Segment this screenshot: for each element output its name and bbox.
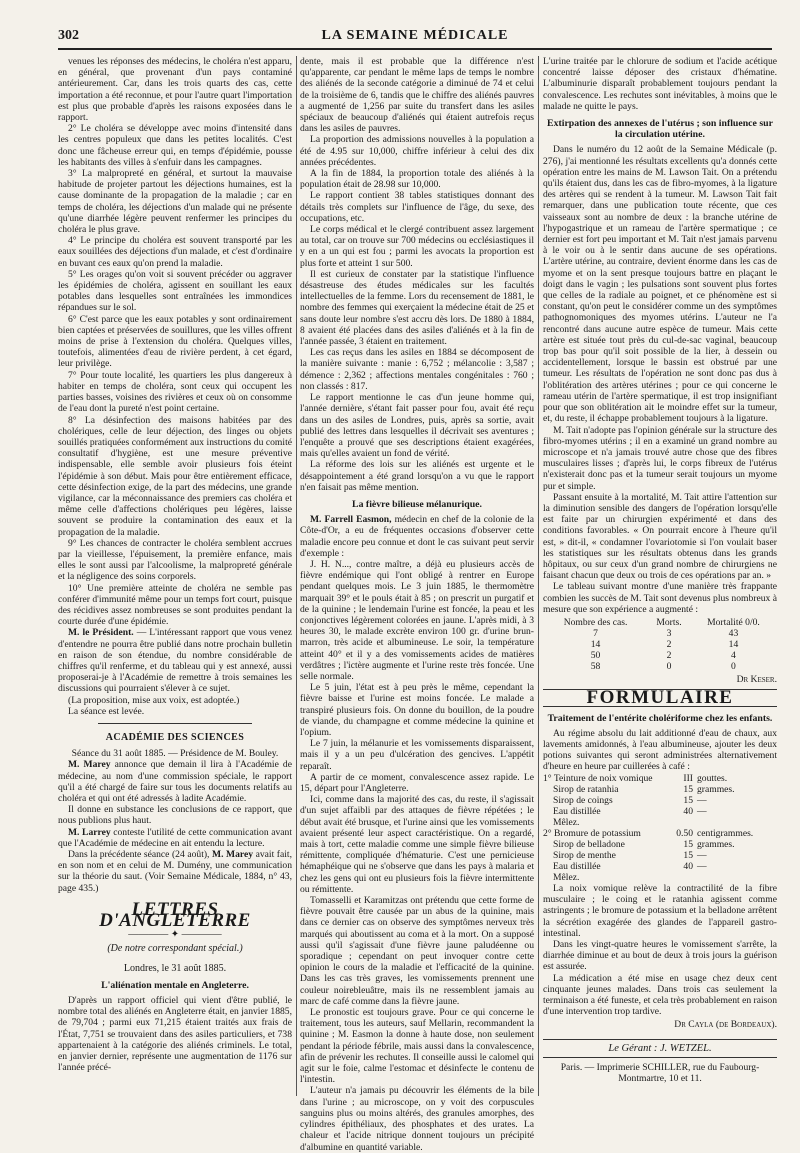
dateline: Londres, le 31 août 1885. [123,962,227,974]
paragraph: Dans le numéro du 12 août de la Semaine Médicale (p. 276), j'ai mentionné les résultats excellents qu'a donnés cette opération entre les mains de M. Lawson Tait. On a prétendu qu'ils étaient dus, dans les cas de fibro-myomes, à la ligature des artères qui se rendent à la tumeur. M. Lawson Tait fait remarquer, dans une publication toute récente, que ces vaisseaux sont au nombre de deux : la branche utérine de l'hypogastrique et un rameau de l'artère spermatique ; ce dernier est fort peu important et M. Tait n'est jamais parvenu à le voir ou à le sentir dans aucune de ses opérations. L'artère utérine, au contraire, devient énorme dans les cas de myome et on la sent presque toujours battre en plaçant le doigt dans le vagin ; les pulsations sont souvent plus fortes que celles de la radiale au poignet, et ce phénomène est si constant, qu'on peut le considérer comme un des symptômes pathognomoniques des myomes utérins. L'auteur ne l'a rencontré dans aucune autre espèce de tumeur. Mais cette artère est située tout près du cul-de-sac vaginal, beaucoup trop bas pour qu'il soit possible de la lier, à dessein ou accidentellement, lorsque le bassin est obstrué par une tumeur. Les résultats de l'opération ne sont donc pas dus à l'oblitération des artères utérines ; pour ce qui concerne le rameau utérin de l'artère spermatique, il est trop insignifiant pour que son oblitération ait le moindre effet sur la tumeur, et, du reste, il échappe probablement toujours à la ligature. [543,144,777,425]
column-divider [296,56,297,1096]
quantity: 15 [683,783,693,795]
recipe-table-2 [543,828,777,872]
larrey-paragraph [58,827,292,849]
case-paragraph: Tomasselli et Karamitzas ont prétendu que cette forme de fièvre pouvait être causée par un abus de la quinine, mais dans ce dernier cas on observe des symptômes nerveux très marqués qui aboutissent au coma et à la mort. On a supposé aussi qu'il s'agissait d'une fièvre jaune paludéenne ou sporadique ; cependant on peut invoquer contre cette opinion le cours de la maladie et l'efficacité de la quinine. Dans les cas très graves, les vomissements prennent une couleur noirebleuâtre, mais ils ne ressemblent jamais au marc de café comme dans la fièvre jaune. [300,895,534,1007]
table-cell: 0 [666,661,672,673]
unit: centigrammes. [697,827,754,839]
paragraph: venues les réponses des médecins, le choléra n'est apparu, en général, que provenant d'un pays contaminé antérieurement. Car, dans les trois quarts des cas, cette importation a été reconnue, et pour l'autre quart l'importation est plus que probable d'après les raisons exposées dans le rapport. [58,56,292,124]
table-row [543,661,777,672]
column-divider [538,56,539,1096]
easmon-name: M. Farrell Easmon, [310,514,392,526]
paragraph: La réforme des lois sur les aliénés est urgente et le désappointement a été grand lorsqu'on a vu que le rapport n'en faisait pas même mention. [300,459,534,493]
table-cell: 0 [731,661,736,673]
paragraph: Le rapport mentionne le cas d'un jeune homme qui, l'année dernière, s'étant fait passer pour fou, avait été reçu dans un des asiles de Londres, puis, après sa sortie, avait publié des lettres dans lesquelles il décrivait ses aventures ; l'enquête a prouvé que ses descriptions étaient exagérées, mais qu'elles avaient un fond de vérité. [300,392,534,460]
table-header: Mortalité 0/0. [707,616,760,628]
table-cell: 43 [728,628,739,640]
gerant-line: Le Gérant : J. WETZEL. [543,1039,777,1058]
paragraph: Le corps médical et le clergé contribuent assez largement au total, car on trouve sur 700 médecins ou ecclésiastiques il y en a un qui est fou ; parmi les avocats la proportion est plus forte et atteint 1 sur 500. [300,224,534,269]
recipe-row [543,839,777,850]
imprimerie-line: Paris. — Imprimerie SCHILLER, rue du Faubourg-Montmartre, 10 et 11. [560,1061,760,1085]
signature: Dr Cayla (de Bordeaux). [674,1019,777,1031]
paragraph: 6° C'est parce que les eaux potables y sont ordinairement bien captées et préservées de souillures, que les villes offrent moins de prise à l'extension du choléra. Quelques villes, toutefois, alimentées d'eau de rivière perdent, à cet égard, leur privilège. [58,313,292,370]
quantity: 15 [683,849,693,861]
quantity: 15 [683,838,693,850]
unit: — [697,849,707,861]
table-cell: 14 [590,639,601,651]
paragraph: La proportion des admissions nouvelles à la population a été de 4.95 sur 10,000, chiffre inférieur à celui des dix années précédentes. [300,134,534,168]
unit: grammes. [697,838,735,850]
table-cell: 50 [590,650,601,662]
melez: Mêlez. [553,871,580,883]
paragraph: dente, mais il est probable que la différence n'est qu'apparente, car pendant le même laps de temps le nombre des aliénés de la seconde catégorie a diminué de 74 et celui de la troisième de 6, tandis que le chiffre des aliénés pauvres a augmenté de 1,256 par suite du transfert dans les asiles spéciaux de beaucoup d'aliénés qui étaient autrefois reçus dans les asiles de pauvres. [300,56,534,135]
table-cell: 58 [590,661,601,673]
marey-name: M. Marey [68,759,111,771]
paragraph: M. Tait n'adopte pas l'opinion générale sur la structure des fibro-myomes utérins ; il en a examiné un grand nombre au microscope et n'a jamais trouvé autre chose que des fibres musculaires lisses ; d'après lui, le corps fibreux de l'utérus n'existerait donc pas et la tumeur serait toujours un myome pur et simple. [543,424,777,492]
page-number: 302 [58,28,79,43]
ingredient: Eau distillée [553,860,601,872]
session-end: La séance est levée. [68,705,145,717]
lettres-title: LETTRES D'ANGLETERRE [99,898,251,932]
marey2-paragraph [58,849,292,894]
table-cell: 2 [666,639,672,651]
traitement-title: Traitement de l'entérite cholériforme chez les enfants. [547,712,773,724]
paragraph: Il est curieux de constater par la statistique l'influence désastreuse des études médicales sur les facultés intellectuelles de la femme. Lors du recensement de 1881, le nombre des femmes qui exerçaient la médecine était de 25 et sans doute leur nombre s'est accru dès lors. De 1880 à 1884, 8 avaient été placées dans des asiles d'aliénés et à la fin de l'année passée, 3 étaient en traitement. [300,268,534,348]
unit: — [697,860,707,872]
table-row [543,639,777,650]
column-2 [300,56,534,1153]
ingredient: Sirop de coings [553,794,613,806]
recipe-row [543,806,777,817]
table-cell: 3 [666,628,672,640]
paragraph: La noix vomique relève la contractilité de la fibre musculaire ; le coing et le ratanhia agissent comme astringents ; le bromure de potassium et la belladone arrêtent la sécrétion exagérée des glandes de l'appareil gastro-intestinal. [543,882,777,939]
quantity: 40 [683,860,693,872]
paragraph: 10° Une première atteinte de choléra ne semble pas conférer d'immunité même pour un temps fort court, puisque des récidives assez nombreuses se sont produites pendant la courte durée d'une épidémie. [58,582,292,628]
marey-extra: Il donne en substance les conclusions de ce rapport, que nous publions plus haut. [58,804,292,827]
lettres-subtitle: (De notre correspondant spécial.) [107,943,243,955]
marey-text: annonce que demain il lira à l'Académie de médecine, au nom d'une commission spéciale, le rapport qu'il a été chargé de faire sur tous les documents relatifs au choléra et qui ont été adressés à ladite Académie. [58,759,292,804]
table-header: Nombre des cas. [563,616,628,628]
ingredient: Sirop de menthe [553,849,616,861]
table-row [543,650,777,661]
journal-title: LA SEMAINE MÉDICALE [321,28,509,43]
paragraph: 3° La malpropreté en général, et surtout la mauvaise habitude de projeter partout les déjections humaines, est la cause dominante de la propagation de la maladie ; car en temps de choléra, les déjections d'un malade qui ne présente qu'une diarrhée légère peuvent renfermer les principes du choléra le plus grave. [58,168,292,236]
traitement-intro: Au régime absolu du lait additionné d'eau de chaux, aux lavements amidonnés, à l'eau albumineuse, ajouter les deux potions suivantes qui seront administrées alternativement d'heure en heure par cuillerées à café : [543,727,777,773]
column-3 [543,56,777,1096]
paragraph: Les cas reçus dans les asiles en 1884 se décomposent de la manière suivante : manie : 6,752 ; mélancolie : 3,587 ; démence : 2,362 ; affections mentales congénitales : 760 ; non classés : 817. [300,347,534,392]
president-remark [58,627,292,694]
paragraph: Le rapport contient 38 tables statistiques donnant des détails très complets sur l'influence de l'âge, du sexe, des occupations, etc. [300,190,534,224]
quantity: 15 [683,794,693,806]
easmon-paragraph [300,514,534,559]
fievre-title: La fièvre bilieuse mélanurique. [352,498,482,510]
paragraph: La médication a été mise en usage chez deux cent cinquante jeunes malades. Dans trois cas seulement la terminaison a été funeste, et cela très probablement en raison d'une intervention trop tardive. [543,972,777,1018]
paragraph: 2° Le choléra se développe avec moins d'intensité dans les centres populeux que dans les petites localités. C'est donc une fâcheuse erreur qui, en temps d'épidémie, pousse les habitants des villes à s'enfuir dans les campagnes. [58,123,292,168]
unit: — [697,794,707,806]
quantity: 0.50 [676,827,693,839]
paragraph: Dans les vingt-quatre heures le vomissement s'arrête, la diarrhée diminue et au bout de deux à trois jours la guérison est assurée. [543,939,777,973]
alienation-title: L'aliénation mentale en Angleterre. [101,979,249,991]
paragraph: 5° Les orages qu'on voit si souvent précéder ou aggraver les épidémies de choléra, agissent en souillant les eaux potables dans lesquelles sont entraînées les immondices répandues sur le sol. [58,268,292,314]
column-1 [58,56,292,1096]
paragraph: A la fin de 1884, la proportion totale des aliénés à la population était de 28.98 sur 10,000. [300,168,534,191]
marey2-name: M. Marey [212,849,254,861]
paragraph: L'urine traitée par le chlorure de sodium et l'acide acétique concentré laisse déposer des cristaux d'hématine. L'albuminurie disparaît probablement toujours pendant la convalescence. Les rechutes sont inévitables, à moins que le malade ne quitte le pays. [543,56,777,112]
case-paragraph: A partir de ce moment, convalescence assez rapide. Le 15, départ pour l'Angleterre. [300,771,534,794]
case-paragraph: Le 5 juin, l'état est à peu près le même, cependant la fièvre baisse et l'urine est moins foncée. Le malade a transpiré plusieurs fois. On donne du bouillon, de la poudre de viande, du champagne et comme médecine la quinine et l'opium. [300,682,534,738]
page-header [58,28,772,50]
quantity: III [683,772,693,784]
ingredient: 1° Teinture de noix vomique [543,772,653,784]
recipe-row [543,784,777,795]
recipe-row [543,795,777,806]
paragraph: 7° Pour toute localité, les quartiers les plus dangereux à habiter en temps de choléra, sont ceux qui occupent les parties basses, voisines des rivières et ceux où on consomme de l'eau dont la pureté n'est point certaine. [58,369,292,415]
ornament-rule: ———— ✦ ———— [128,929,222,941]
extirpation-title: Extirpation des annexes de l'utérus ; son influence sur la circulation utérine. [547,118,773,141]
proposition-line: (La proposition, mise aux voix, est adoptée.) [68,694,240,706]
table-row [543,628,777,639]
paragraph: 9° Les chances de contracter le choléra semblent accrues par la vieillesse, l'épuisement, la première enfance, mais elles le sont aussi par l'alcoolisme, la malpropreté générale et la négligence des soins corporels. [58,537,292,583]
melez: Mêlez. [553,816,580,828]
unit: gouttes. [697,772,728,784]
case-paragraph: L'auteur n'a jamais pu découvrir les éléments de la bile dans l'urine ; au microscope, on y voit des corpuscules sanguins plus ou moins altérés, des granules amorphes, des cylindres épithéliaux, des phosphates et des urates. La chaleur et l'acide nitrique donnent toujours un précipité d'albumine en quantité variable. [300,1085,534,1153]
recipe-row [543,850,777,861]
alienation-text: D'après un rapport officiel qui vient d'être publié, le nombre total des aliénés en Angleterre était, en janvier 1885, de 79,704 ; parmi eux 71,215 étaient traités aux frais de l'État, 7,751 se trouvaient dans des asiles particuliers, et 738 appartenaient à la catégorie des aliénés criminels. Le total, en janvier dernier, représente une augmentation de 1176 sur l'année précé- [58,995,292,1074]
table-cell: 2 [666,650,672,662]
recipe-row [543,773,777,784]
marey2-text-before: Dans la précédente séance (24 août), [68,849,210,861]
ingredient: 2° Bromure de potassium [543,827,641,839]
academie-title: ACADÉMIE DES SCIENCES [105,731,245,743]
larrey-name: M. Larrey [68,826,111,838]
paragraph: 4° Le principe du choléra est souvent transporté par les eaux souillées des déjections d'un malade, et c'est d'ordinaire en buvant ces eaux qu'on prend la maladie. [58,235,292,269]
larrey-text: conteste l'utilité de cette communication avant que l'Académie de médecine en ait entendu la lecture. [58,826,292,849]
quantity: 40 [683,805,693,817]
section-divider [98,723,252,724]
recipe-row [543,828,777,839]
marey2-text-after: avait fait, en son nom et en celui de M. Dumény, une communication sur la théorie du saut. (Voir Semaine Médicale, 1884, n° 43, page 435.) [58,849,292,894]
ingredient: Eau distillée [553,805,601,817]
paragraph: Passant ensuite à la mortalité, M. Tait attire l'attention sur la diminution sensible des dangers de l'opération lorsqu'elle est faite par un chirurgien expérimenté et dans des conditions favorables. « On pourrait encore à l'heure qu'il est, » dit-il, « condamner l'ovariotomie si l'on voulait baser les statistiques sur les résultats obtenus dans les grands hôpitaux, ou sur ceux d'un grand nombre de chirurgiens ne faisant chacun que deux ou trois de ces opérations par an. » [543,491,777,582]
table-header-row [543,617,777,628]
case-paragraph: Ici, comme dans la majorité des cas, du reste, il s'agissait d'un sujet affaibli par des attaques de fièvre répétées ; le début avait été brusque, et l'urine ainsi que les vomissements avaient présenté leur aspect caractéristique. On a regardé, mais à tort, cette maladie comme une simple fièvre bilieuse rémittente, compliquée d'hématurie. C'est une pernicieuse hémaphéique qui ne s'observe que dans les pays à malaria et chez les gens qui ont eu plusieurs fois la fièvre intermittente ou rémittente. [300,794,534,895]
president-text: — L'intéressant rapport que vous venez d'entendre ne pourra être publié dans notre prochain bulletin en raison de son étendue, du nombre considérable de chiffres qu'il renferme, et du tableau qui y est annexé, aussi proposerai-je à l'Académie de remettre à trois semaines les discussions qui pourraient s'élever à ce sujet. [58,627,292,695]
easmon-text: médecin en chef de la colonie de la Côte-d'Or, a eu de fréquentes occasions d'observer cette maladie encore peu connue et dont le cas suivant peut servir d'exemple : [300,514,534,559]
academie-session: Séance du 31 août 1885. — Présidence de M. Bouley. [71,748,279,760]
cholera-conclusions [58,56,292,627]
recipe-table-1 [543,773,777,817]
table-cell: 14 [728,639,739,651]
paragraph: 8° La désinfection des maisons habitées par des cholériques, celle de leur déjection, des linges ou objets souillés pratiquées conformément aux instructions du comité consultatif d'hygiène, est une mesure préventive indispensable, elle semble avoir plusieurs fois éteint l'épidémie à son début. Mais pour être entièrement efficace, cette désinfection exige, de la part des médecins, une grande vigilance, car la méconnaissance des premiers cas choléra et même celle d'affections cholériques peu légères, laisse souvent se produire la contamination des eaux et la propagation de la maladie. [58,414,292,538]
table-header: Morts. [656,616,682,628]
recipe-row [543,861,777,872]
unit: — [697,805,707,817]
unit: grammes. [697,783,735,795]
president-name: M. le Président. [68,627,134,639]
case-paragraph: Le pronostic est toujours grave. Pour ce qui concerne le traitement, tous les auteurs, sauf Mellarin, recommandent la quinine ; M. Easmon la donne à haute dose, non seulement pendant la période fébrile, mais aussi dans la convalescence, afin de prévenir les rechutes. Il conseille aussi le calomel qui agit sur le foie, calme l'estomac et désinfecte le contenu de l'intestin. [300,1007,534,1086]
paragraph: Le tableau suivant montre d'une manière très frappante combien les succès de M. Tait sont devenus plus nombreux à mesure que son expérience a augmenté : [543,581,777,615]
table-cell: 4 [731,650,736,662]
signature: Dr Keser. [736,674,777,686]
table-cell: 7 [593,628,598,640]
mortality-table [543,617,777,672]
formulaire-title: FORMULAIRE [543,689,777,706]
case-paragraph: Le 7 juin, la mélanurie et les vomissements disparaissent, mais il y a un peu d'ulcération des gencives. L'appétit reparaît. [300,738,534,772]
case-paragraph: J. H. N..., contre maître, a déjà eu plusieurs accès de fièvre endémique qui l'ont obligé à rentrer en Europe pendant quelques mois. Le 3 juin 1885, le thermomètre marquait 39° et le pouls était à 85 ; on prescrit un purgatif et de la quinine ; le lendemain l'urine est foncée, la peau et les conjonctives légèrement colorées en jaune. L'après midi, à 3 heures 30, le malade excrète environ 100 gr. d'urine brun-marron, très acide et albumineuse. Le soir, la température atteint 40° et il y a des vomissements acides de matières verdâtres ; l'ictère augmente et l'urine reste très foncée. Une selle normale. [300,558,534,682]
marey-paragraph [58,759,292,804]
ingredient: Sirop de ratanhia [553,783,619,795]
ingredient: Sirop de belladone [553,838,625,850]
